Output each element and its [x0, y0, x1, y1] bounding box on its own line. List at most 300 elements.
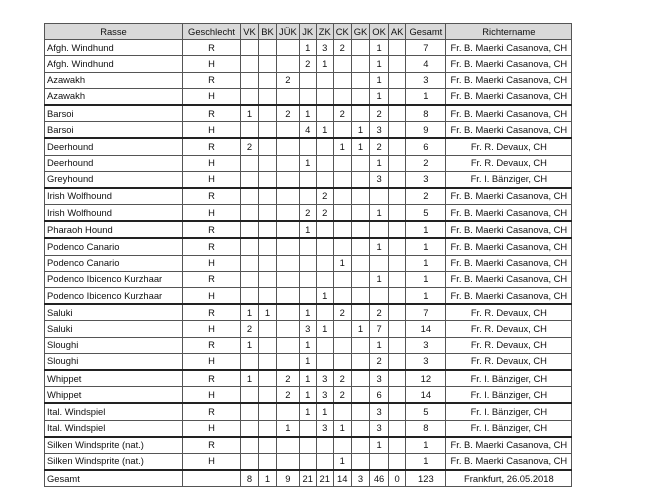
cell-juek: [277, 437, 300, 454]
cell-juek: 1: [277, 420, 300, 437]
cell-geschlecht: H: [183, 288, 241, 305]
cell-gesamt: 1: [406, 288, 446, 305]
cell-ak: [388, 188, 406, 205]
cell-rasse: Afgh. Windhund: [45, 56, 183, 72]
cell-gesamt: 2: [406, 188, 446, 205]
cell-jk: [299, 138, 316, 155]
cell-ak: [388, 403, 406, 420]
cell-geschlecht: R: [183, 370, 241, 387]
table-row: [45, 437, 572, 454]
cell-gk: 1: [351, 321, 370, 337]
cell-vk: 1: [241, 337, 259, 353]
cell-ok: 3: [370, 171, 389, 188]
cell-zk: [316, 271, 333, 287]
cell-ok: 1: [370, 155, 389, 171]
cell-juek: [277, 171, 300, 188]
cell-gk: [351, 238, 370, 255]
header-gk: GK: [351, 24, 370, 40]
cell-rasse: Sloughi: [45, 337, 183, 353]
header-zk: ZK: [316, 24, 333, 40]
cell-geschlecht: H: [183, 321, 241, 337]
cell-ck: [333, 88, 351, 105]
total-juek: 9: [277, 470, 300, 487]
cell-bk: [259, 453, 277, 470]
cell-bk: [259, 337, 277, 353]
cell-ak: [388, 221, 406, 238]
cell-geschlecht: R: [183, 221, 241, 238]
cell-gesamt: 14: [406, 321, 446, 337]
total-gk: 3: [351, 470, 370, 487]
table-row: [45, 304, 572, 321]
cell-jk: [299, 171, 316, 188]
cell-geschlecht: R: [183, 238, 241, 255]
cell-zk: [316, 255, 333, 271]
cell-vk: [241, 155, 259, 171]
cell-zk: [316, 353, 333, 370]
cell-ak: [388, 56, 406, 72]
cell-bk: [259, 122, 277, 139]
table-row: [45, 370, 572, 387]
cell-jk: 1: [299, 337, 316, 353]
cell-ak: [388, 205, 406, 222]
header-geschlecht: Geschlecht: [183, 24, 241, 40]
header-ck: CK: [333, 24, 351, 40]
table-row: [45, 122, 572, 139]
cell-ck: [333, 353, 351, 370]
cell-ak: [388, 171, 406, 188]
cell-ak: [388, 353, 406, 370]
cell-richtername: Fr. B. Maerki Casanova, CH: [446, 105, 572, 122]
cell-ck: [333, 321, 351, 337]
cell-ak: [388, 122, 406, 139]
cell-ok: 1: [370, 72, 389, 88]
cell-ok: 1: [370, 437, 389, 454]
cell-gk: [351, 255, 370, 271]
table-row: [45, 453, 572, 470]
cell-ck: [333, 271, 351, 287]
cell-rasse: Podenco Ibicenco Kurzhaar: [45, 271, 183, 287]
cell-zk: [316, 105, 333, 122]
cell-richtername: Fr. I. Bänziger, CH: [446, 420, 572, 437]
cell-bk: [259, 420, 277, 437]
cell-jk: [299, 437, 316, 454]
cell-vk: [241, 221, 259, 238]
table-row: [45, 271, 572, 287]
cell-richtername: Fr. B. Maerki Casanova, CH: [446, 122, 572, 139]
cell-ak: [388, 155, 406, 171]
cell-geschlecht: H: [183, 420, 241, 437]
cell-ok: 3: [370, 403, 389, 420]
cell-geschlecht: H: [183, 155, 241, 171]
cell-ck: [333, 221, 351, 238]
cell-ak: [388, 40, 406, 56]
cell-juek: [277, 321, 300, 337]
header-bk: BK: [259, 24, 277, 40]
cell-zk: [316, 304, 333, 321]
cell-ok: [370, 188, 389, 205]
cell-bk: [259, 72, 277, 88]
cell-bk: [259, 40, 277, 56]
cell-gesamt: 1: [406, 437, 446, 454]
cell-rasse: Barsoi: [45, 122, 183, 139]
cell-jk: [299, 420, 316, 437]
cell-vk: [241, 403, 259, 420]
cell-ck: [333, 288, 351, 305]
cell-zk: 1: [316, 122, 333, 139]
cell-geschlecht: H: [183, 122, 241, 139]
cell-richtername: Fr. B. Maerki Casanova, CH: [446, 238, 572, 255]
cell-bk: [259, 271, 277, 287]
header-vk: VK: [241, 24, 259, 40]
cell-richtername: Fr. I. Bänziger, CH: [446, 387, 572, 404]
cell-gk: 1: [351, 138, 370, 155]
cell-ok: 7: [370, 321, 389, 337]
cell-ck: [333, 205, 351, 222]
cell-richtername: Fr. I. Bänziger, CH: [446, 171, 572, 188]
cell-ok: 2: [370, 138, 389, 155]
cell-bk: [259, 188, 277, 205]
cell-rasse: Pharaoh Hound: [45, 221, 183, 238]
header-juek: JÜK: [277, 24, 300, 40]
header-rasse: Rasse: [45, 24, 183, 40]
cell-gk: [351, 453, 370, 470]
cell-ak: [388, 88, 406, 105]
cell-juek: [277, 205, 300, 222]
cell-zk: 3: [316, 40, 333, 56]
cell-zk: [316, 138, 333, 155]
cell-jk: [299, 188, 316, 205]
cell-richtername: Fr. B. Maerki Casanova, CH: [446, 88, 572, 105]
cell-vk: 1: [241, 304, 259, 321]
cell-ck: [333, 171, 351, 188]
cell-gk: [351, 353, 370, 370]
cell-zk: 1: [316, 321, 333, 337]
cell-gk: [351, 437, 370, 454]
cell-juek: [277, 353, 300, 370]
cell-gk: [351, 88, 370, 105]
cell-gesamt: 7: [406, 40, 446, 56]
cell-ck: 2: [333, 370, 351, 387]
total-ok: 46: [370, 470, 389, 487]
cell-jk: 1: [299, 403, 316, 420]
cell-ak: [388, 321, 406, 337]
total-jk: 21: [299, 470, 316, 487]
cell-gesamt: 4: [406, 56, 446, 72]
total-ck: 14: [333, 470, 351, 487]
total-geschlecht: [183, 470, 241, 487]
cell-gesamt: 7: [406, 304, 446, 321]
cell-ok: 2: [370, 105, 389, 122]
cell-bk: [259, 238, 277, 255]
cell-rasse: Barsoi: [45, 105, 183, 122]
cell-gesamt: 14: [406, 387, 446, 404]
cell-juek: [277, 238, 300, 255]
cell-richtername: Fr. I. Bänziger, CH: [446, 370, 572, 387]
cell-geschlecht: R: [183, 40, 241, 56]
cell-gk: [351, 271, 370, 287]
cell-richtername: Fr. B. Maerki Casanova, CH: [446, 205, 572, 222]
cell-geschlecht: R: [183, 105, 241, 122]
cell-rasse: Ital. Windspiel: [45, 420, 183, 437]
cell-gk: [351, 221, 370, 238]
cell-juek: [277, 221, 300, 238]
cell-bk: [259, 370, 277, 387]
cell-juek: [277, 271, 300, 287]
cell-geschlecht: R: [183, 271, 241, 287]
cell-juek: 2: [277, 370, 300, 387]
cell-rasse: Podenco Canario: [45, 255, 183, 271]
cell-jk: [299, 72, 316, 88]
cell-zk: 1: [316, 403, 333, 420]
cell-juek: [277, 155, 300, 171]
cell-bk: 1: [259, 304, 277, 321]
cell-ck: [333, 337, 351, 353]
cell-jk: 1: [299, 155, 316, 171]
cell-vk: [241, 353, 259, 370]
cell-gesamt: 6: [406, 138, 446, 155]
cell-zk: 3: [316, 387, 333, 404]
cell-juek: [277, 138, 300, 155]
cell-jk: [299, 453, 316, 470]
cell-zk: 3: [316, 370, 333, 387]
cell-zk: 1: [316, 288, 333, 305]
cell-ck: [333, 188, 351, 205]
cell-richtername: Fr. R. Devaux, CH: [446, 304, 572, 321]
cell-richtername: Fr. B. Maerki Casanova, CH: [446, 271, 572, 287]
cell-bk: [259, 155, 277, 171]
cell-ok: 3: [370, 420, 389, 437]
cell-rasse: Deerhound: [45, 138, 183, 155]
cell-ak: [388, 105, 406, 122]
cell-vk: [241, 420, 259, 437]
cell-bk: [259, 321, 277, 337]
cell-geschlecht: R: [183, 437, 241, 454]
cell-jk: 2: [299, 205, 316, 222]
cell-gesamt: 1: [406, 271, 446, 287]
results-table: [44, 23, 572, 487]
cell-zk: [316, 155, 333, 171]
cell-ok: 1: [370, 40, 389, 56]
cell-juek: [277, 337, 300, 353]
cell-vk: [241, 205, 259, 222]
cell-gesamt: 2: [406, 155, 446, 171]
cell-richtername: Fr. B. Maerki Casanova, CH: [446, 188, 572, 205]
cell-ok: 1: [370, 205, 389, 222]
cell-gesamt: 1: [406, 238, 446, 255]
cell-ck: [333, 155, 351, 171]
cell-juek: 2: [277, 105, 300, 122]
cell-vk: [241, 40, 259, 56]
cell-bk: [259, 255, 277, 271]
cell-ak: [388, 453, 406, 470]
cell-richtername: Fr. B. Maerki Casanova, CH: [446, 288, 572, 305]
table-row: [45, 337, 572, 353]
cell-richtername: Fr. R. Devaux, CH: [446, 353, 572, 370]
cell-juek: [277, 188, 300, 205]
cell-vk: [241, 171, 259, 188]
total-ak: 0: [388, 470, 406, 487]
cell-gk: [351, 171, 370, 188]
header-row: [45, 24, 572, 40]
cell-ok: 3: [370, 122, 389, 139]
cell-zk: 3: [316, 420, 333, 437]
cell-geschlecht: R: [183, 72, 241, 88]
cell-jk: [299, 288, 316, 305]
cell-ck: 1: [333, 255, 351, 271]
total-bk: 1: [259, 470, 277, 487]
cell-gesamt: 1: [406, 453, 446, 470]
cell-ok: [370, 221, 389, 238]
cell-ak: [388, 271, 406, 287]
cell-gesamt: 5: [406, 205, 446, 222]
cell-rasse: Greyhound: [45, 171, 183, 188]
table-row: [45, 188, 572, 205]
cell-richtername: Fr. R. Devaux, CH: [446, 337, 572, 353]
cell-geschlecht: H: [183, 88, 241, 105]
total-vk: 8: [241, 470, 259, 487]
cell-jk: 1: [299, 353, 316, 370]
cell-bk: [259, 138, 277, 155]
cell-ok: 1: [370, 88, 389, 105]
cell-geschlecht: H: [183, 353, 241, 370]
cell-juek: [277, 304, 300, 321]
cell-bk: [259, 205, 277, 222]
cell-vk: [241, 238, 259, 255]
cell-gesamt: 3: [406, 353, 446, 370]
cell-juek: [277, 56, 300, 72]
cell-richtername: Fr. R. Devaux, CH: [446, 155, 572, 171]
cell-geschlecht: R: [183, 403, 241, 420]
cell-zk: [316, 337, 333, 353]
cell-rasse: Silken Windsprite (nat.): [45, 453, 183, 470]
cell-rasse: Saluki: [45, 321, 183, 337]
cell-ck: [333, 437, 351, 454]
table-body: [45, 40, 572, 487]
cell-gesamt: 3: [406, 171, 446, 188]
cell-gk: [351, 188, 370, 205]
cell-vk: [241, 188, 259, 205]
header-richtername: Richtername: [446, 24, 572, 40]
cell-zk: [316, 88, 333, 105]
cell-gk: [351, 56, 370, 72]
table-row: [45, 288, 572, 305]
cell-bk: [259, 105, 277, 122]
cell-vk: 1: [241, 370, 259, 387]
cell-jk: 1: [299, 387, 316, 404]
cell-gesamt: 3: [406, 337, 446, 353]
cell-jk: 1: [299, 221, 316, 238]
cell-ok: [370, 453, 389, 470]
cell-richtername: Fr. B. Maerki Casanova, CH: [446, 221, 572, 238]
table-row: [45, 321, 572, 337]
cell-bk: [259, 403, 277, 420]
cell-ok: 3: [370, 370, 389, 387]
cell-gk: [351, 288, 370, 305]
cell-jk: [299, 255, 316, 271]
total-gesamt: 123: [406, 470, 446, 487]
cell-vk: [241, 88, 259, 105]
cell-geschlecht: R: [183, 337, 241, 353]
cell-rasse: Saluki: [45, 304, 183, 321]
cell-rasse: Podenco Canario: [45, 238, 183, 255]
cell-geschlecht: H: [183, 205, 241, 222]
cell-vk: [241, 56, 259, 72]
cell-jk: 4: [299, 122, 316, 139]
cell-ck: [333, 56, 351, 72]
cell-ck: 1: [333, 420, 351, 437]
cell-juek: [277, 255, 300, 271]
cell-vk: [241, 288, 259, 305]
cell-ck: [333, 122, 351, 139]
cell-bk: [259, 88, 277, 105]
cell-rasse: Whippet: [45, 370, 183, 387]
header-ok: OK: [370, 24, 389, 40]
cell-gk: [351, 40, 370, 56]
cell-ck: [333, 403, 351, 420]
cell-gesamt: 3: [406, 72, 446, 88]
cell-zk: [316, 238, 333, 255]
cell-jk: 2: [299, 56, 316, 72]
cell-zk: 1: [316, 56, 333, 72]
cell-ok: 1: [370, 337, 389, 353]
table-row: [45, 171, 572, 188]
cell-jk: [299, 271, 316, 287]
cell-rasse: Azawakh: [45, 72, 183, 88]
cell-juek: [277, 88, 300, 105]
total-rasse: Gesamt: [45, 470, 183, 487]
cell-rasse: Irish Wolfhound: [45, 188, 183, 205]
cell-ak: [388, 370, 406, 387]
cell-jk: 1: [299, 40, 316, 56]
cell-bk: [259, 221, 277, 238]
cell-ck: 2: [333, 40, 351, 56]
cell-richtername: Fr. B. Maerki Casanova, CH: [446, 40, 572, 56]
cell-richtername: Fr. B. Maerki Casanova, CH: [446, 72, 572, 88]
cell-juek: 2: [277, 387, 300, 404]
header-gesamt: Gesamt: [406, 24, 446, 40]
cell-jk: 1: [299, 304, 316, 321]
cell-richtername: Fr. B. Maerki Casanova, CH: [446, 56, 572, 72]
cell-zk: [316, 72, 333, 88]
cell-ok: 1: [370, 271, 389, 287]
cell-rasse: Sloughi: [45, 353, 183, 370]
table-row: [45, 40, 572, 56]
cell-ak: [388, 255, 406, 271]
cell-bk: [259, 56, 277, 72]
cell-geschlecht: R: [183, 188, 241, 205]
cell-ck: 2: [333, 105, 351, 122]
cell-vk: [241, 72, 259, 88]
table-row: [45, 403, 572, 420]
cell-gk: [351, 370, 370, 387]
cell-geschlecht: R: [183, 304, 241, 321]
cell-ak: [388, 420, 406, 437]
total-row: [45, 470, 572, 487]
cell-ok: [370, 255, 389, 271]
cell-vk: [241, 387, 259, 404]
cell-bk: [259, 353, 277, 370]
cell-ck: [333, 72, 351, 88]
table-row: [45, 238, 572, 255]
cell-bk: [259, 437, 277, 454]
cell-richtername: Fr. R. Devaux, CH: [446, 138, 572, 155]
cell-richtername: Fr. B. Maerki Casanova, CH: [446, 255, 572, 271]
header-ak: AK: [388, 24, 406, 40]
table-row: [45, 353, 572, 370]
cell-gk: [351, 72, 370, 88]
cell-gesamt: 1: [406, 221, 446, 238]
cell-rasse: Whippet: [45, 387, 183, 404]
